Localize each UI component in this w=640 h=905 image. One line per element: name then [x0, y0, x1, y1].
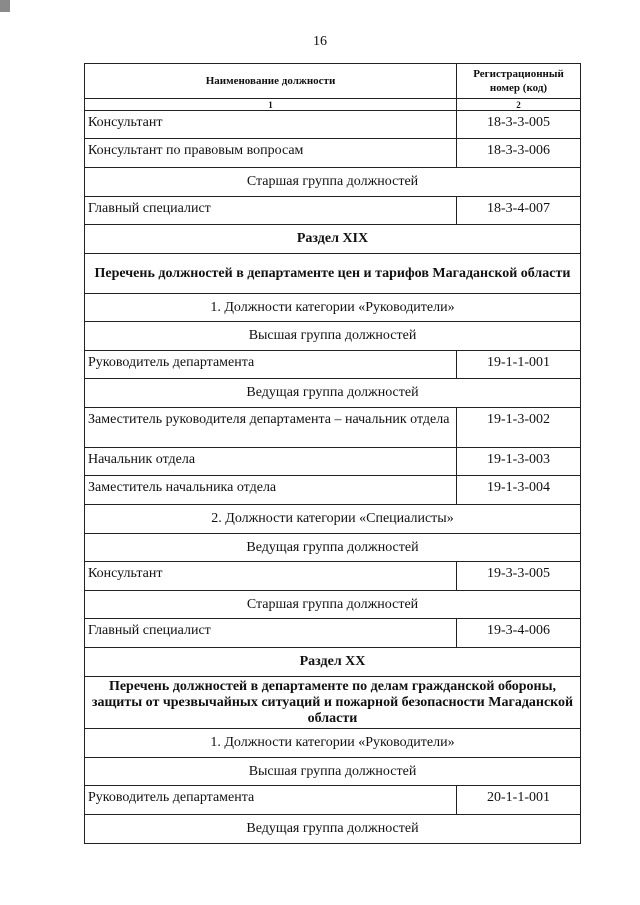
section-heading-row [85, 225, 581, 254]
header-registration-code: Регистрационный номер (код) [457, 64, 581, 99]
position-name: Консультант [85, 111, 457, 139]
registration-code: 19-1-3-003 [457, 448, 581, 476]
header-position-name: Наименование должности [85, 64, 457, 99]
column-index-2: 2 [457, 99, 581, 111]
position-name: Руководитель департамента [85, 351, 457, 379]
group-heading-row [85, 294, 581, 322]
group-heading-row [85, 729, 581, 758]
group-heading: Старшая группа должностей [85, 591, 581, 619]
table-row [85, 408, 581, 448]
group-heading-row [85, 379, 581, 408]
group-heading-row [85, 534, 581, 562]
group-heading: Старшая группа должностей [85, 168, 581, 197]
registration-code: 18-3-4-007 [457, 197, 581, 225]
section-heading: Раздел XX [85, 648, 581, 677]
section-heading: Раздел XIX [85, 225, 581, 254]
section-heading: Перечень должностей в департаменте по делам гражданской обороны, защиты от чрезвычайных ситуаций и пожарной безопасности Магаданской области [85, 677, 581, 729]
registration-code: 18-3-3-006 [457, 139, 581, 168]
registration-code: 19-1-3-002 [457, 408, 581, 448]
table-row [85, 562, 581, 591]
position-name: Заместитель руководителя департамента – начальник отдела [85, 408, 457, 448]
group-heading-row [85, 322, 581, 351]
position-name: Консультант [85, 562, 457, 591]
group-heading: Ведущая группа должностей [85, 815, 581, 844]
table-row [85, 351, 581, 379]
section-heading: Перечень должностей в департаменте цен и тарифов Магаданской области [85, 254, 581, 294]
column-index-1: 1 [85, 99, 457, 111]
registration-code: 19-1-1-001 [457, 351, 581, 379]
column-index-row [85, 99, 581, 111]
page-number: 16 [313, 34, 327, 49]
group-heading-row [85, 168, 581, 197]
table-row [85, 476, 581, 505]
table-header-row [85, 64, 581, 99]
group-heading-row [85, 505, 581, 534]
group-heading: 2. Должности категории «Специалисты» [85, 505, 581, 534]
group-heading-row [85, 815, 581, 844]
scan-corner-mark [0, 0, 10, 12]
position-name: Консультант по правовым вопросам [85, 139, 457, 168]
group-heading: 1. Должности категории «Руководители» [85, 729, 581, 758]
section-heading-row [85, 254, 581, 294]
group-heading: Ведущая группа должностей [85, 534, 581, 562]
registration-code: 19-1-3-004 [457, 476, 581, 505]
table-row [85, 448, 581, 476]
group-heading: 1. Должности категории «Руководители» [85, 294, 581, 322]
position-name: Главный специалист [85, 197, 457, 225]
group-heading-row [85, 758, 581, 786]
registration-code: 18-3-3-005 [457, 111, 581, 139]
position-name: Начальник отдела [85, 448, 457, 476]
registration-code: 19-3-4-006 [457, 619, 581, 648]
positions-table [84, 63, 581, 844]
group-heading: Высшая группа должностей [85, 758, 581, 786]
position-name: Заместитель начальника отдела [85, 476, 457, 505]
section-heading-row [85, 648, 581, 677]
table-row [85, 139, 581, 168]
registration-code: 19-3-3-005 [457, 562, 581, 591]
position-name: Главный специалист [85, 619, 457, 648]
registration-code: 20-1-1-001 [457, 786, 581, 815]
group-heading: Ведущая группа должностей [85, 379, 581, 408]
table-row [85, 111, 581, 139]
table-row [85, 786, 581, 815]
group-heading-row [85, 591, 581, 619]
position-name: Руководитель департамента [85, 786, 457, 815]
group-heading: Высшая группа должностей [85, 322, 581, 351]
section-heading-row [85, 677, 581, 729]
table-row [85, 197, 581, 225]
table-row [85, 619, 581, 648]
